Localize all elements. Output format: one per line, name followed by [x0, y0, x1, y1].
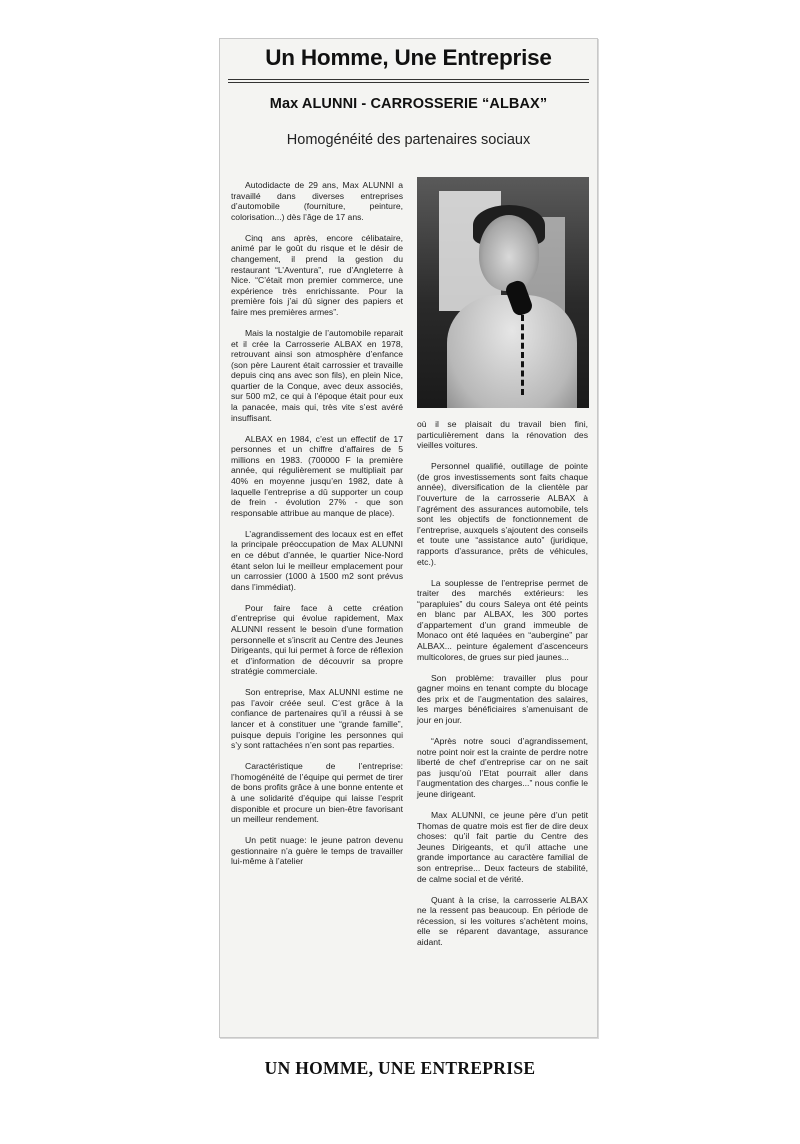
portrait-photo	[417, 177, 589, 408]
paragraph: “Après notre souci d’agrandissement, notre point noir est la crainte de perdre notre liberté de chef d’entreprise car on ne sait pas jusqu’où l’Etat pourrait aller dans l’augmentation des charges...” nous confie le jeune dirigeant.	[417, 736, 588, 799]
left-column	[231, 180, 403, 877]
paragraph: où il se plaisait du travail bien fini, particulièrement dans la rénovation des vieilles voitures.	[417, 419, 588, 451]
headline: Un Homme, Une Entreprise	[265, 45, 552, 70]
deck: Homogénéité des partenaires sociaux	[286, 132, 531, 148]
paragraph: Pour faire face à cette création d’entreprise qui évolue rapidement, Max ALUNNI ressent le besoin d’une formation personnelle et s’inscrit au Centre des Jeunes Dirigeants, qui lui permet à force de réflexion et d’information de découvrir sa propre stratégie commerciale.	[231, 602, 403, 677]
paragraph: ALBAX en 1984, c’est un effectif de 17 personnes et un chiffre d’affaires de 5 millions en 1983. (700000 F la première année, qui régulièrement se multipliait par 40% en moyenne jusqu’en 1982, date à laquelle l’entreprise a dû supporter un coup de frein - évolution 27% - que son responsable attribue au manque de place).	[231, 433, 403, 518]
page-caption: UN HOMME, UNE ENTREPRISE	[264, 1058, 536, 1078]
paragraph: La souplesse de l’entreprise permet de traiter des marchés extérieurs: les “parapluies” du cours Saleya ont été peints en blanc par ALBAX, les 300 portes d’appartement d’un grand immeuble de Monaco ont été laquées en “aubergine” par ALBAX... peinture également d’ascenceurs multicolores, de grues sur pied jaunes...	[417, 577, 588, 662]
paragraph: Caractéristique de l’entreprise: l’homogénéité de l’équipe qui permet de tirer de bons profits grâce à une bonne entente et à une solidarité d’équipe qui laisse l’esprit disponible et procure un bien-être favorisant un meilleur rendement.	[231, 761, 403, 825]
paragraph: L’agrandissement des locaux est en effet la principale préoccupation de Max ALUNNI en ce début d’année, le quartier Nice-Nord étant selon lui le meilleur emplacement pour un carrossier (1000 à 1500 m2 sont prévus dans l’immédiat).	[231, 528, 403, 592]
paragraph: Mais la nostalgie de l’automobile reparait et il crée la Carrosserie ALBAX en 1978, retrouvant ainsi son atmosphère d’enfance (son père Laurent était carrossier et travaille depuis cinq ans avec son fils), en plein Nice, quartier de la Conque, avec deux associés, sur 500 m2, ce qui à l’époque était pour eux la panacée, mais qui, très vite s’est avéré insuffisant.	[231, 327, 403, 423]
paragraph: Son entreprise, Max ALUNNI estime ne pas l’avoir créée seul. C’est grâce à la confiance de partenaires qu’il a réussi à se lancer et à constituer une “grande famille”, puisque depuis l’origine les personnes qui s’y sont rattachées n’en sont pas reparties.	[231, 687, 403, 751]
right-column	[417, 419, 588, 958]
paragraph: Cinq ans après, encore célibataire, animé par le goût du risque et le désir de changement, il prend la gestion du restaurant “L’Aventura”, rue d’Angleterre à Nice. “C’était mon premier commerce, une expérience très enrichissante. Pour la première fois j’ai dû signer des papiers et faire mes premières armes”.	[231, 232, 403, 317]
paragraph: Personnel qualifié, outillage de pointe (de gros investissements sont faits chaque année), diversification de la clientèle par l’ouverture de la carrosserie ALBAX à l’agrément des assurances automobile, tels sont les objectifs de fonctionnement de l’entreprise, auxquels s’ajoutent des conseils et toute une “assistance auto” (juridique, rapports d’assurance, prêts de véhicules, etc.).	[417, 461, 588, 567]
paragraph: Son problème: travailler plus pour gagner moins en tenant compte du blocage des prix et de l’augmentation des salaires, les marges bénéficiaires s’amenuisant de jour en jour.	[417, 672, 588, 726]
paragraph: Autodidacte de 29 ans, Max ALUNNI a travaillé dans diverses entreprises d’automobile (fourniture, peinture, colorisation...) dès l’âge de 17 ans.	[231, 180, 403, 222]
paragraph: Quant à la crise, la carrosserie ALBAX ne la ressent pas beaucoup. En période de récession, si les voitures s’achètent moins, elle se réparent davantage, assurance aidant.	[417, 894, 588, 947]
paragraph: Max ALUNNI, ce jeune père d’un petit Thomas de quatre mois est fier de dire deux choses: qu’il fait partie du Centre des Jeunes Dirigeants, et qu’il attache une grande importance au caractère familial de son entreprise... Deux facteurs de stabilité, de calme social et de vérité.	[417, 809, 588, 884]
paragraph: Un petit nuage: le jeune patron devenu gestionnaire n’a guère le temps de travailler lui-même à l’atelier	[231, 835, 403, 867]
headline-rule-bottom	[228, 82, 589, 83]
newspaper-clipping	[219, 38, 598, 1038]
headline-rule-top	[228, 79, 589, 80]
subheadline: Max ALUNNI - CARROSSERIE “ALBAX”	[269, 96, 548, 112]
